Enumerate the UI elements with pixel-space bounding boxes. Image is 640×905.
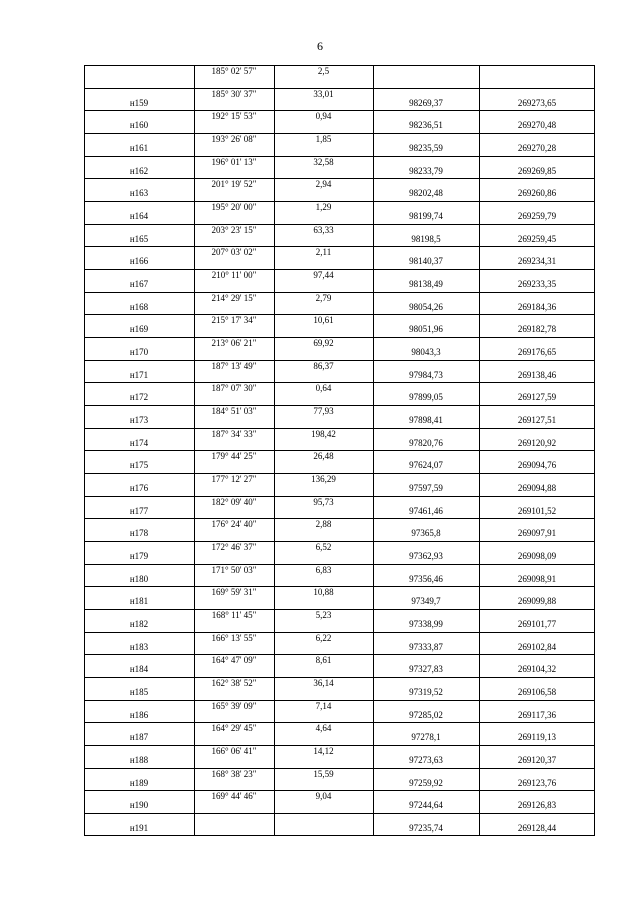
cell-x: 97899,05 [409,392,443,403]
cell-x: 98199,74 [409,211,443,222]
table-row [84,768,595,791]
cell-y: 269120,37 [517,755,557,766]
cell-x: 97273,63 [409,755,443,766]
cell-x: 98054,26 [409,301,443,312]
cell-dist: 36,14 [313,678,334,689]
cell-y: 269101,77 [517,619,557,630]
cell-y: 269269,85 [517,165,557,176]
cell-point: н171 [129,369,149,380]
cell-angle: 192° 15' 53" [211,111,257,122]
table-row [84,178,595,201]
page-number: 6 [317,39,323,53]
cell-angle: 193° 26' 08" [211,134,257,144]
cell-dist: 2,11 [315,247,332,258]
cell-point: н162 [129,165,149,176]
cell-angle: 171° 50' 03" [211,564,257,575]
cell-angle: 196° 01' 13" [211,156,257,167]
cell-angle: 187° 34' 33" [211,428,257,439]
table-row [84,518,595,541]
cell-y: 269104,32 [517,664,557,675]
cell-dist: 2,79 [315,292,332,303]
table-row [84,745,595,768]
cell-x: 97365,8 [411,528,441,539]
cell-point: н159 [129,97,149,108]
cell-y: 269128,44 [517,823,557,834]
cell-point: н175 [129,460,149,471]
cell-point: н167 [129,279,149,290]
cell-y: 269184,36 [517,301,557,312]
cell-x: 97259,92 [409,777,443,788]
cell-y: 269094,88 [517,483,557,494]
cell-x: 98233,79 [409,165,443,176]
cell-angle: 201° 19' 52" [211,179,257,190]
table-row [84,314,595,337]
cell-y: 269106,58 [517,687,557,698]
cell-x: 98043,3 [411,347,441,358]
cell-point: н186 [129,709,149,720]
table-row [84,428,595,451]
cell-angle: 169° 44' 46" [211,791,257,802]
cell-dist: 2,5 [317,66,330,76]
cell-x: 97278,1 [411,732,441,743]
cell-x: 98269,37 [409,97,443,108]
cell-point: н170 [129,347,149,358]
cell-angle: 164° 47' 09" [211,655,257,666]
table-row [84,564,595,587]
cell-dist: 69,92 [313,338,334,349]
cell-dist: 8,61 [315,655,332,666]
cell-point: н187 [129,732,149,743]
table-row [84,65,595,88]
cell-dist: 32,58 [313,156,334,167]
cell-angle: 195° 20' 00" [211,202,257,213]
cell-point: н191 [129,823,149,834]
cell-point: н184 [129,664,149,675]
cell-dist: 97,44 [313,270,334,281]
cell-point: н174 [129,437,149,448]
cell-angle: 176° 24' 40" [211,519,257,530]
table-row [84,450,595,473]
cell-point: н161 [129,143,149,153]
cell-angle: 166° 13' 55" [211,632,257,643]
table-row [84,360,595,383]
cell-x: 97624,07 [409,460,443,471]
cell-point: н163 [129,188,149,199]
cell-dist: 2,88 [315,519,332,530]
cell-y: 269099,88 [517,596,557,607]
cell-dist: 95,73 [313,496,334,507]
cell-point: н189 [129,777,149,788]
cell-dist: 7,14 [315,700,332,711]
table-row [84,496,595,519]
cell-angle: 172° 46' 37" [211,542,257,553]
table-row [84,677,595,700]
cell-angle: 182° 09' 40" [211,496,257,507]
cell-dist: 2,94 [315,179,332,190]
cell-point: н160 [129,120,149,131]
cell-point: н177 [129,505,149,516]
cell-point: н181 [129,596,149,607]
cell-point: н179 [129,551,149,562]
table-row [84,586,595,609]
cell-x: 97235,74 [409,823,443,834]
cell-y: 269120,92 [517,437,557,448]
cell-x: 97327,83 [409,664,443,675]
cell-y: 269094,76 [517,460,557,471]
cell-angle: 168° 38' 23" [211,768,257,779]
table-row [84,201,595,224]
cell-angle: 177° 12' 27" [211,474,257,485]
table-row [84,156,595,179]
cell-dist: 14,12 [313,746,334,757]
cell-x: 97319,52 [409,687,443,698]
table-row [84,654,595,677]
cell-point: н185 [129,687,149,698]
cell-dist: 63,33 [313,224,334,235]
cell-x: 98198,5 [411,233,441,244]
cell-y: 269127,59 [517,392,557,403]
cell-dist: 0,94 [315,111,332,122]
cell-y: 269123,76 [517,777,557,788]
table-row [84,337,595,360]
table-row [84,813,595,836]
cell-angle: 210° 11' 00" [211,270,257,281]
cell-y: 269102,84 [517,641,557,652]
cell-dist: 10,61 [313,315,334,326]
cell-dist: 1,29 [315,202,332,213]
cell-angle: 203° 23' 15" [211,224,257,235]
cell-x: 97820,76 [409,437,443,448]
cell-angle: 168° 11' 45" [211,610,257,621]
cell-x: 97461,46 [409,505,443,516]
cell-x: 97349,7 [411,596,441,607]
table-row [84,88,595,111]
cell-point: н182 [129,619,149,630]
cell-dist: 0,64 [315,383,332,394]
cell-dist: 86,37 [313,360,334,371]
cell-y: 269259,79 [517,211,557,222]
table-row [84,790,595,813]
cell-point: н183 [129,641,149,652]
cell-angle: 214° 29' 15" [211,292,257,303]
cell-y: 269127,51 [517,415,557,426]
cell-dist: 26,48 [313,451,334,462]
table-row [84,382,595,405]
cell-point: н176 [129,483,149,494]
table-row [84,292,595,315]
cell-point: н164 [129,211,149,222]
cell-y: 269270,28 [517,143,557,153]
cell-x: 98202,48 [409,188,443,199]
cell-x: 98235,59 [409,143,443,153]
cell-x: 98051,96 [409,324,443,335]
cell-dist: 5,23 [315,610,332,621]
cell-y: 269182,78 [517,324,557,335]
cell-y: 269126,83 [517,800,557,811]
cell-x: 97285,02 [409,709,443,720]
cell-dist: 1,85 [315,134,332,144]
cell-y: 269097,91 [517,528,557,539]
cell-x: 97356,46 [409,573,443,584]
cell-x: 97597,59 [409,483,443,494]
cell-y: 269119,13 [518,732,556,743]
cell-y: 269098,91 [517,573,557,584]
table-row [84,632,595,655]
table-row [84,269,595,292]
cell-x: 97362,93 [409,551,443,562]
table-row [84,133,595,156]
cell-dist: 136,29 [311,474,336,485]
cell-point: н178 [129,528,149,539]
cell-angle: 207° 03' 02" [211,247,257,258]
cell-x: 98138,49 [409,279,443,290]
table-row [84,224,595,247]
cell-point: н165 [129,233,149,244]
table-row [84,722,595,745]
cell-point: н173 [129,415,149,426]
cell-angle: 213° 06' 21" [211,338,257,349]
table-row [84,700,595,723]
cell-dist: 198,42 [311,428,336,439]
table-row [84,473,595,496]
cell-y: 269273,65 [517,97,557,108]
cell-x: 97338,99 [409,619,443,630]
cell-angle: 215° 17' 34" [211,315,257,326]
cell-point: н180 [129,573,149,584]
cell-point: н190 [129,800,149,811]
cell-x: 97244,64 [409,800,443,811]
cell-dist: 9,04 [315,791,332,802]
cell-y: 269176,65 [517,347,557,358]
cell-point: н188 [129,755,149,766]
cell-y: 269233,35 [517,279,557,290]
cell-angle: 164° 29' 45" [211,723,257,734]
cell-y: 269270,48 [517,120,557,131]
cell-y: 269098,09 [517,551,557,562]
table-row [84,609,595,632]
cell-y: 269260,86 [517,188,557,199]
table-row [84,110,595,133]
cell-angle: 184° 51' 03" [211,406,257,417]
cell-dist: 6,83 [315,564,332,575]
cell-dist: 15,59 [313,768,334,779]
table-row [84,246,595,269]
cell-dist: 6,22 [315,632,332,643]
cell-dist: 10,88 [313,587,334,598]
cell-point: н172 [129,392,149,403]
cell-x: 98140,37 [409,256,443,267]
cell-y: 269234,31 [517,256,557,267]
cell-y: 269101,52 [517,505,557,516]
cell-x: 97984,73 [409,369,443,380]
cell-y: 269138,46 [517,369,557,380]
cell-y: 269117,36 [518,709,556,720]
cell-angle: 179° 44' 25" [211,451,257,462]
cell-angle: 169° 59' 31" [211,587,257,598]
cell-angle: 165° 39' 09" [211,700,257,711]
cell-angle: 185° 02' 57" [211,66,257,76]
cell-y: 269259,45 [517,233,557,244]
coordinates-table [84,65,595,836]
cell-dist: 77,93 [313,406,334,417]
cell-x: 97333,87 [409,641,443,652]
cell-angle: 166° 06' 41" [211,746,257,757]
cell-angle: 162° 38' 52" [211,678,257,689]
cell-angle: 185° 30' 37" [211,88,257,99]
cell-point: н166 [129,256,149,267]
table-row [84,405,595,428]
cell-dist: 4,64 [315,723,332,734]
cell-dist: 33,01 [313,88,334,99]
table-row [84,541,595,564]
cell-x: 98236,51 [409,120,443,131]
cell-angle: 187° 07' 30" [211,383,257,394]
cell-angle: 187° 13' 49" [211,360,257,371]
cell-point: н169 [129,324,149,335]
cell-dist: 6,52 [315,542,332,553]
cell-point: н168 [129,301,149,312]
cell-x: 97898,41 [409,415,443,426]
